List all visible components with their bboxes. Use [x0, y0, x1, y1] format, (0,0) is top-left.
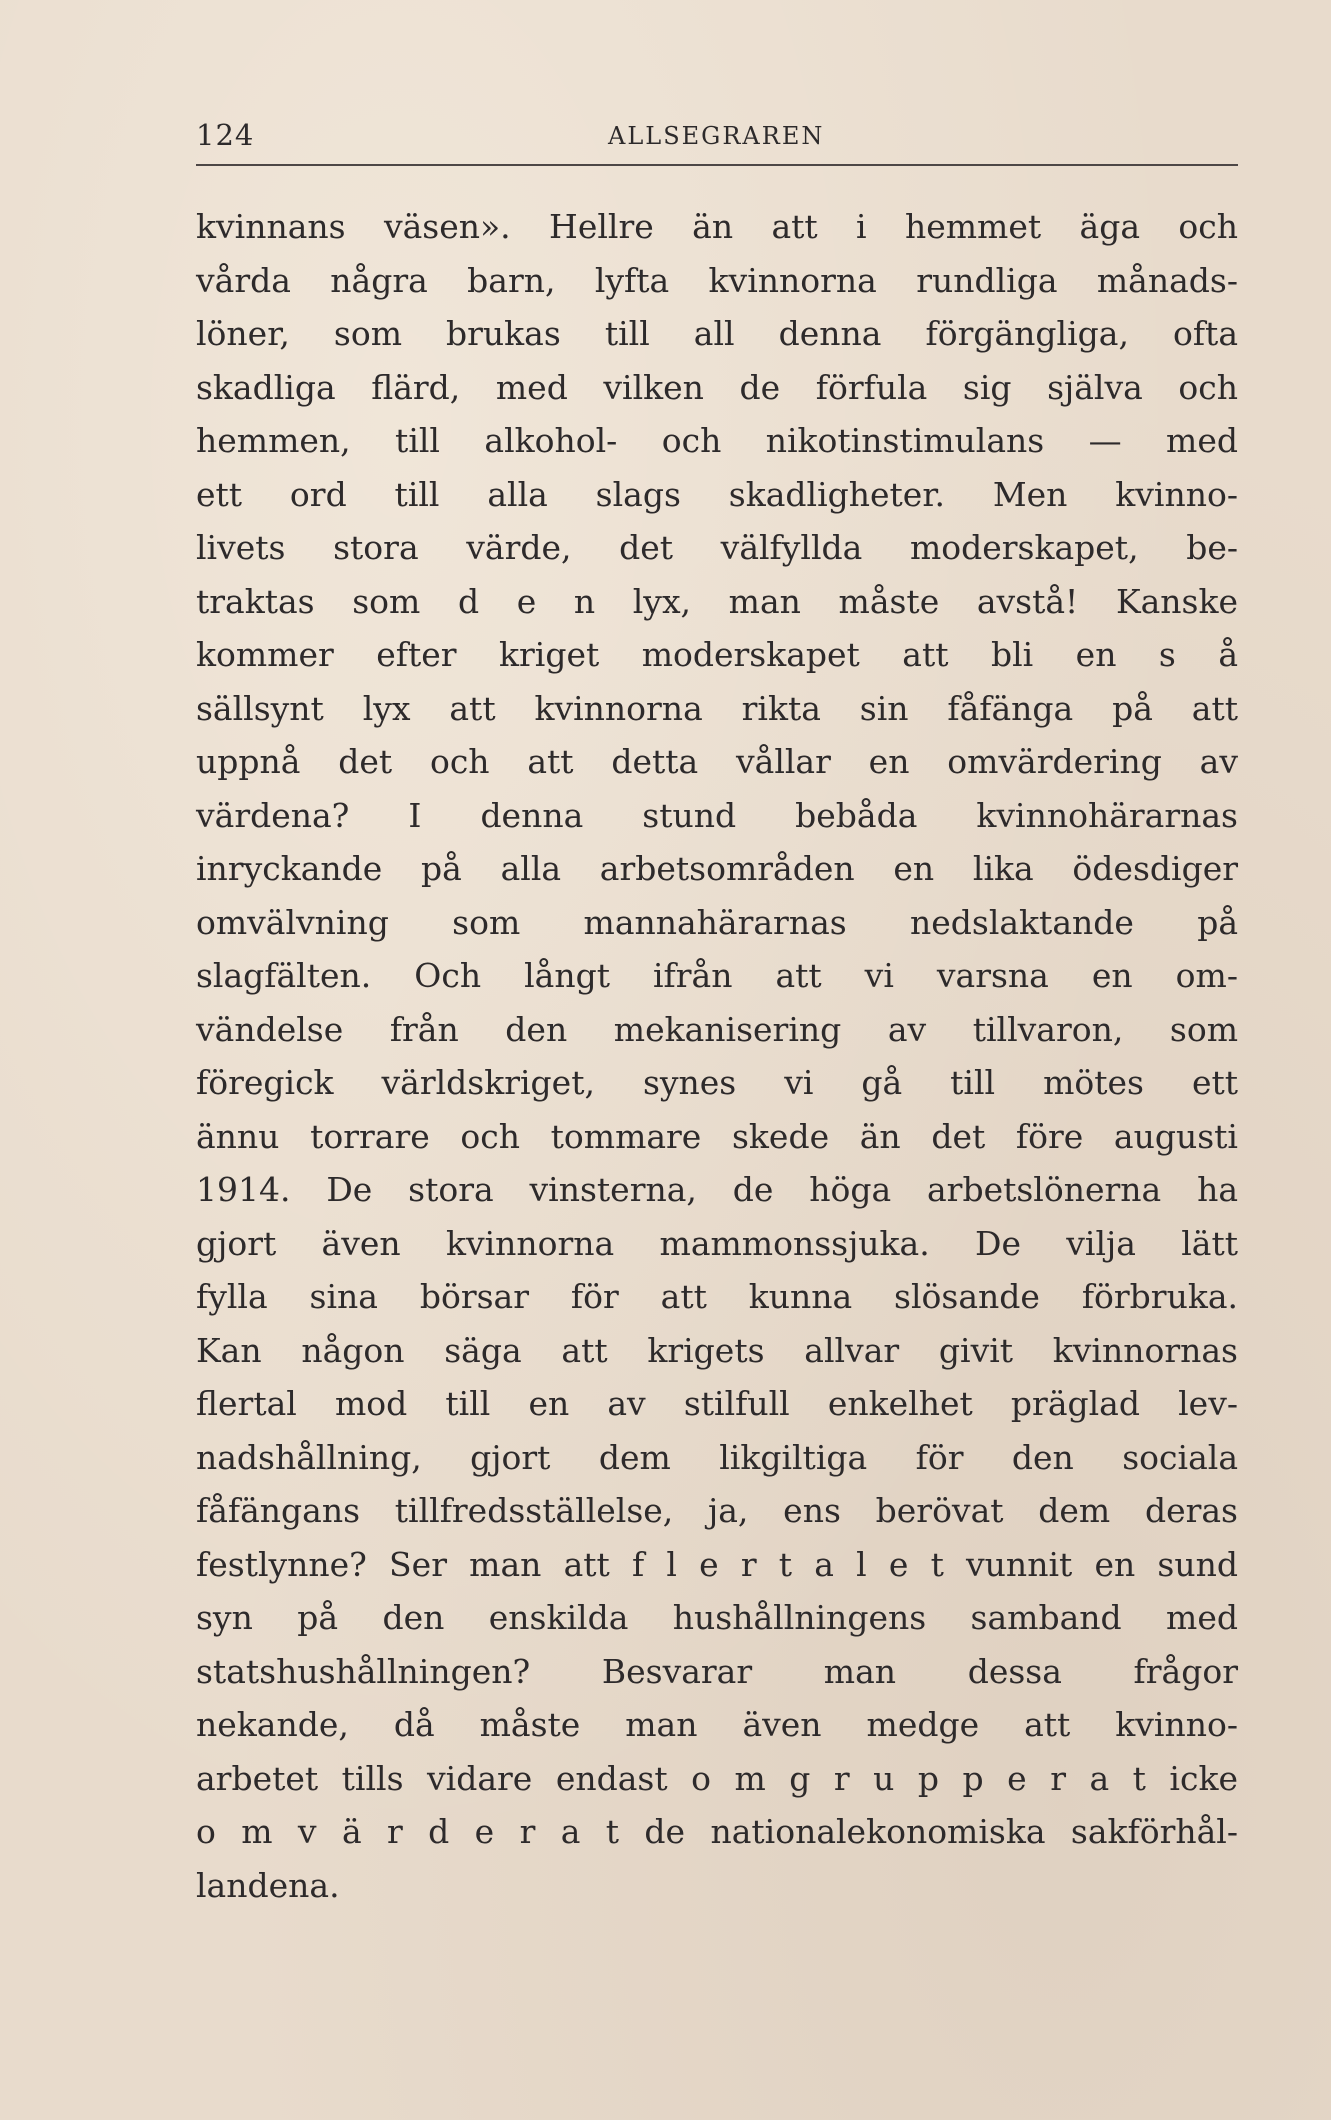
- text-line: slagfälten. Och långt ifrån att vi varsna en om-: [196, 956, 1238, 995]
- text-line: hemmen, till alkohol- och nikotinstimulans — med: [196, 421, 1238, 460]
- text-line: nadshållning, gjort dem likgiltiga för den sociala: [196, 1437, 1238, 1477]
- text-line: uppnå det och att detta vållar en omvärdering av: [196, 742, 1238, 781]
- text-line: sällsynt lyx att kvinnorna rikta sin fåfänga på att: [196, 688, 1238, 728]
- text-line: Kan någon säga att krigets allvar givit kvinnornas: [196, 1330, 1238, 1370]
- text-line: gjort även kvinnorna mammonssjuka. De vilja lätt: [196, 1223, 1238, 1263]
- text-line: kvinnans väsen». Hellre än att i hemmet äga och: [196, 207, 1238, 246]
- text-line: fåfängans tillfredsställelse, ja, ens berövat dem deras: [196, 1491, 1238, 1530]
- page-header: [196, 118, 1238, 162]
- text-line: flertal mod till en av stilfull enkelhet präglad lev-: [196, 1384, 1238, 1423]
- text-line: ett ord till alla slags skadligheter. Men kvinno-: [196, 474, 1238, 514]
- text-line: landena.: [196, 1865, 340, 1905]
- header-rule: [196, 164, 1238, 166]
- text-line: fylla sina börsar för att kunna slösande förbruka.: [196, 1277, 1238, 1316]
- text-line: ännu torrare och tommare skede än det före augusti: [196, 1116, 1238, 1156]
- text-line: inryckande på alla arbetsområden en lika ödesdiger: [196, 849, 1238, 888]
- text-line: löner, som brukas till all denna förgängliga, ofta: [196, 314, 1238, 353]
- text-line: arbetet tills vidare endast o m g r u p p e r a t icke: [196, 1758, 1238, 1798]
- text-line: 1914. De stora vinsterna, de höga arbetslönerna ha: [196, 1170, 1238, 1209]
- body-text: [196, 200, 1238, 1912]
- text-line: vårda några barn, lyfta kvinnorna rundliga månads-: [196, 260, 1238, 300]
- text-line: omvälvning som mannahärarnas nedslaktande på: [196, 902, 1238, 942]
- text-line: vändelse från den mekanisering av tillvaron, som: [196, 1009, 1238, 1049]
- text-line: o m v ä r d e r a t de nationalekonomiska sakförhål-: [196, 1812, 1238, 1851]
- text-line: värdena? I denna stund bebåda kvinnohärarnas: [196, 795, 1238, 835]
- page-number: 124: [196, 118, 255, 152]
- text-line: föregick världskriget, synes vi gå till mötes ett: [196, 1063, 1238, 1102]
- text-line: syn på den enskilda hushållningens samband med: [196, 1598, 1238, 1637]
- text-line: nekande, då måste man även medge att kvinno-: [196, 1705, 1238, 1744]
- text-line: traktas som d e n lyx, man måste avstå! Kanske: [196, 581, 1238, 621]
- text-line: livets stora värde, det välfyllda moderskapet, be-: [196, 528, 1238, 567]
- text-line: festlynne? Ser man att f l e r t a l e t vunnit en sund: [196, 1544, 1238, 1584]
- text-line: kommer efter kriget moderskapet att bli en s å: [196, 635, 1238, 674]
- running-head: ALLSEGRAREN: [608, 122, 825, 150]
- text-line: statshushållningen? Besvarar man dessa frågor: [196, 1651, 1238, 1691]
- text-line: skadliga flärd, med vilken de förfula sig själva och: [196, 367, 1238, 407]
